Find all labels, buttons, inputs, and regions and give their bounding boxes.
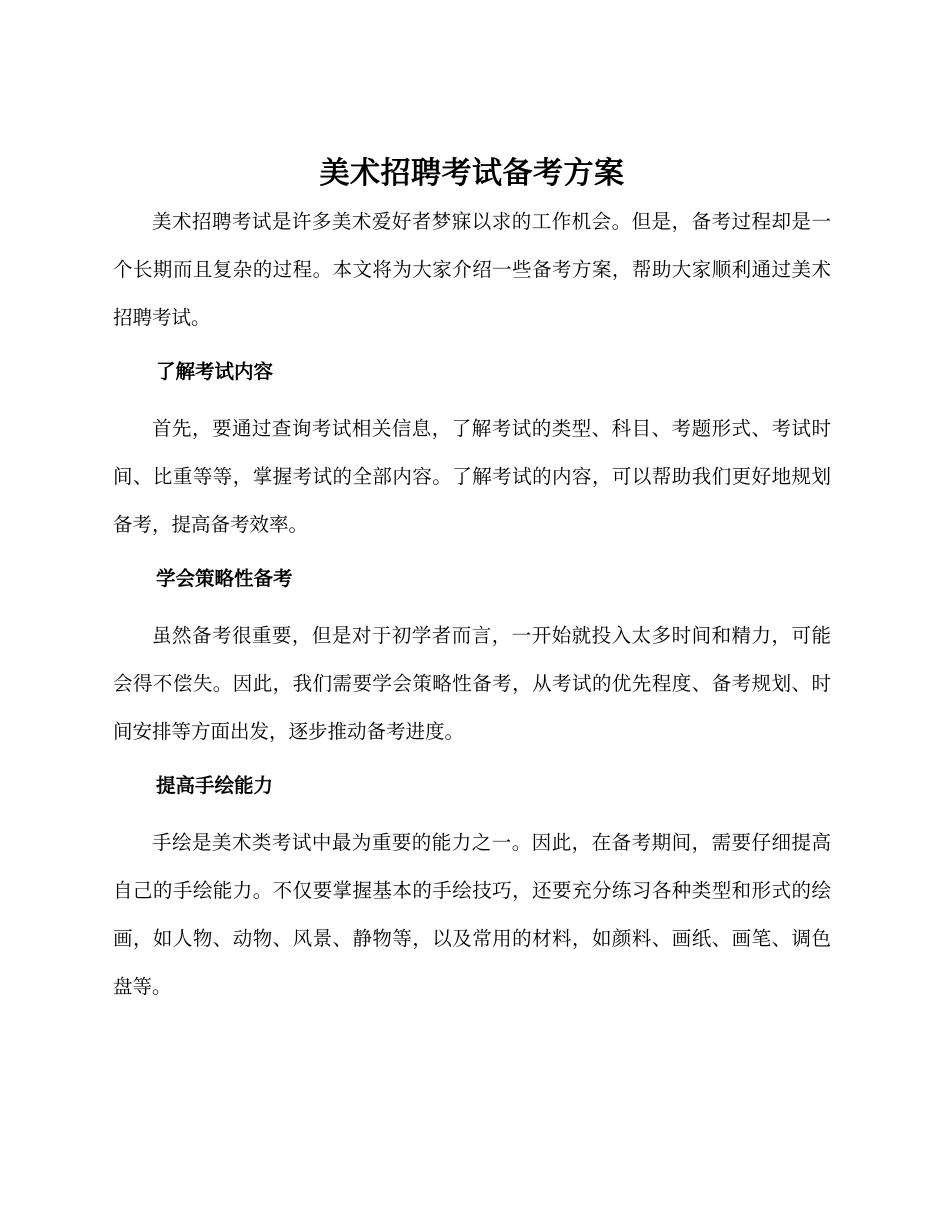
intro-paragraph: 美术招聘考试是许多美术爱好者梦寐以求的工作机会。但是，备考过程却是一个长期而且复杂的过程。本文将为大家介绍一些备考方案，帮助大家顺利通过美术招聘考试。 bbox=[113, 210, 831, 329]
section-heading-exam-content: 了解考试内容 bbox=[156, 360, 274, 383]
section-heading-drawing-skill: 提高手绘能力 bbox=[156, 774, 274, 797]
section-heading-strategy: 学会策略性备考 bbox=[156, 567, 293, 590]
section-body-exam-content: 首先，要通过查询考试相关信息，了解考试的类型、科目、考题形式、考试时间、比重等等，掌握考试的全部内容。了解考试的内容，可以帮助我们更好地规划备考，提高备考效率。 bbox=[113, 417, 831, 536]
section-body-drawing-skill: 手绘是美术类考试中最为重要的能力之一。因此，在备考期间，需要仔细提高自己的手绘能力。不仅要掌握基本的手绘技巧，还要充分练习各种类型和形式的绘画，如人物、动物、风景、静物等，以及常用的材料，如颜料、画纸、画笔、调色盘等。 bbox=[113, 831, 831, 998]
document-title: 美术招聘考试备考方案 bbox=[319, 156, 625, 191]
document-page bbox=[113, 150, 831, 1011]
section-body-strategy: 虽然备考很重要，但是对于初学者而言，一开始就投入太多时间和精力，可能会得不偿失。因此，我们需要学会策略性备考，从考试的优先程度、备考规划、时间安排等方面出发，逐步推动备考进度。 bbox=[113, 624, 831, 743]
